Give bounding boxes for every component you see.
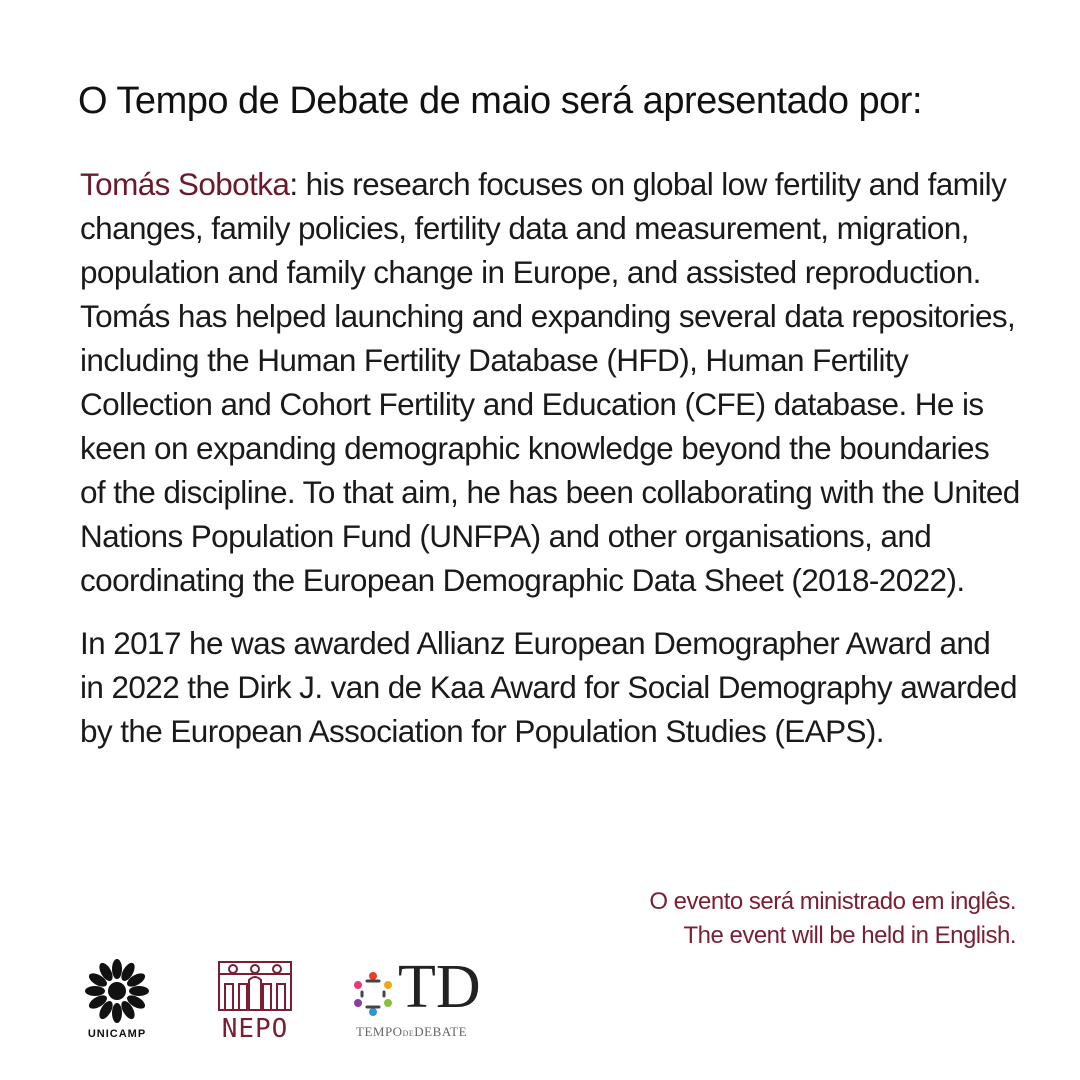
bio-paragraph-1 (80, 162, 1020, 602)
td-word-de: DE (402, 1029, 415, 1038)
tempo-de-debate-logo (348, 953, 518, 1048)
language-note-en: The event will be held in English. (683, 922, 1016, 949)
td-label (356, 1024, 516, 1040)
speaker-name: Tomás Sobotka (80, 166, 290, 202)
bio-paragraph-2: In 2017 he was awarded Allianz European Demographer Award and in 2022 the Dirk J. van de Kaa Award for Social Demography awarded by the European Association for Population Studies (EAPS). (80, 625, 1017, 749)
nepo-building-icon (215, 958, 295, 1014)
bio-paragraph-1-text: : his research focuses on global low fertility and family changes, family policies, fertility data and measurement, migration, population and family change in Europe, and assisted reproduction. Tomás has helped launching and expanding several data repositories, including the Human Fertility Database (HFD), Human Fertility Collection and Cohort Fertility and Education (CFE) database. He is keen on expanding demographic knowledge beyond the boundaries of the discipline. To that aim, he has been collaborating with the United Nations Population Fund (UNFPA) and other organisations, and coordinating the European Demographic Data Sheet (2018-2022). (80, 166, 1020, 598)
unicamp-logo (72, 955, 162, 1045)
unicamp-label: UNICAMP (87, 1028, 147, 1040)
page-title: O Tempo de Debate de maio será apresentado por: (78, 80, 923, 122)
language-note (649, 885, 1016, 953)
td-word-tempo: TEMPO (356, 1024, 403, 1039)
unicamp-emblem-icon (72, 955, 162, 1027)
people-circle-icon (348, 964, 398, 1024)
td-word-debate: DEBATE (414, 1024, 468, 1039)
language-note-pt: O evento será ministrado em inglês. (649, 888, 1016, 915)
bio-text (80, 162, 1020, 753)
td-letters: TD (398, 953, 481, 1021)
nepo-label: NEPO (221, 1014, 289, 1044)
nepo-logo (215, 958, 295, 1042)
